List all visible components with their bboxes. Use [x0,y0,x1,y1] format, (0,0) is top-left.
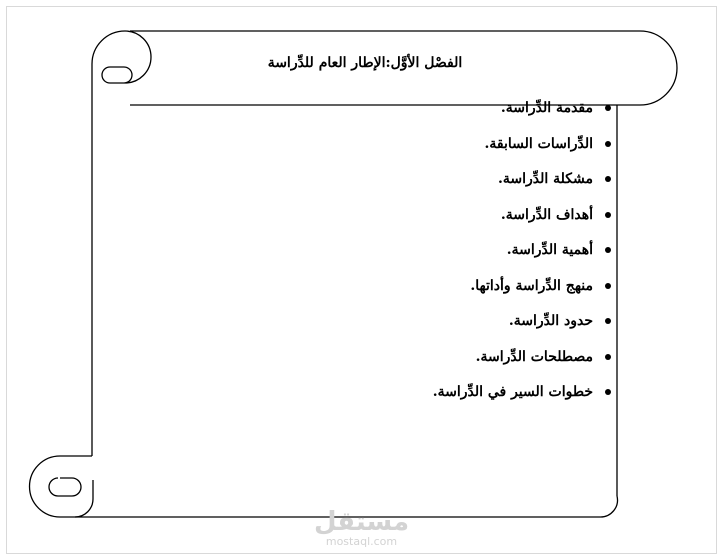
bullet-icon [605,176,611,182]
bullet-icon [605,389,611,395]
bullet-icon [605,354,611,360]
chapter-title: الفصْل الأوَّل:الإطار العام للدِّراسة [267,55,463,71]
list-item: منهج الدِّراسة وأداتها. [433,274,611,310]
list-item: مشكلة الدِّراسة. [433,167,611,203]
list-item: مصطلحات الدِّراسة. [433,345,611,381]
topics-list [433,96,611,416]
list-item: خطوات السير في الدِّراسة. [433,380,611,416]
list-item: أهداف الدِّراسة. [433,203,611,239]
bullet-icon [605,247,611,253]
bullet-icon [605,212,611,218]
bullet-icon [605,141,611,147]
bullet-icon [605,105,611,111]
list-item: حدود الدِّراسة. [433,309,611,345]
bullet-icon [605,318,611,324]
bullet-icon [605,283,611,289]
list-item: الدِّراسات السابقة. [433,132,611,168]
watermark-latin: mostaql.com [325,535,398,548]
watermark-arabic: مستقل [313,507,410,537]
list-item: أهمية الدِّراسة. [433,238,611,274]
list-item: مقدمة الدِّراسة. [433,96,611,132]
